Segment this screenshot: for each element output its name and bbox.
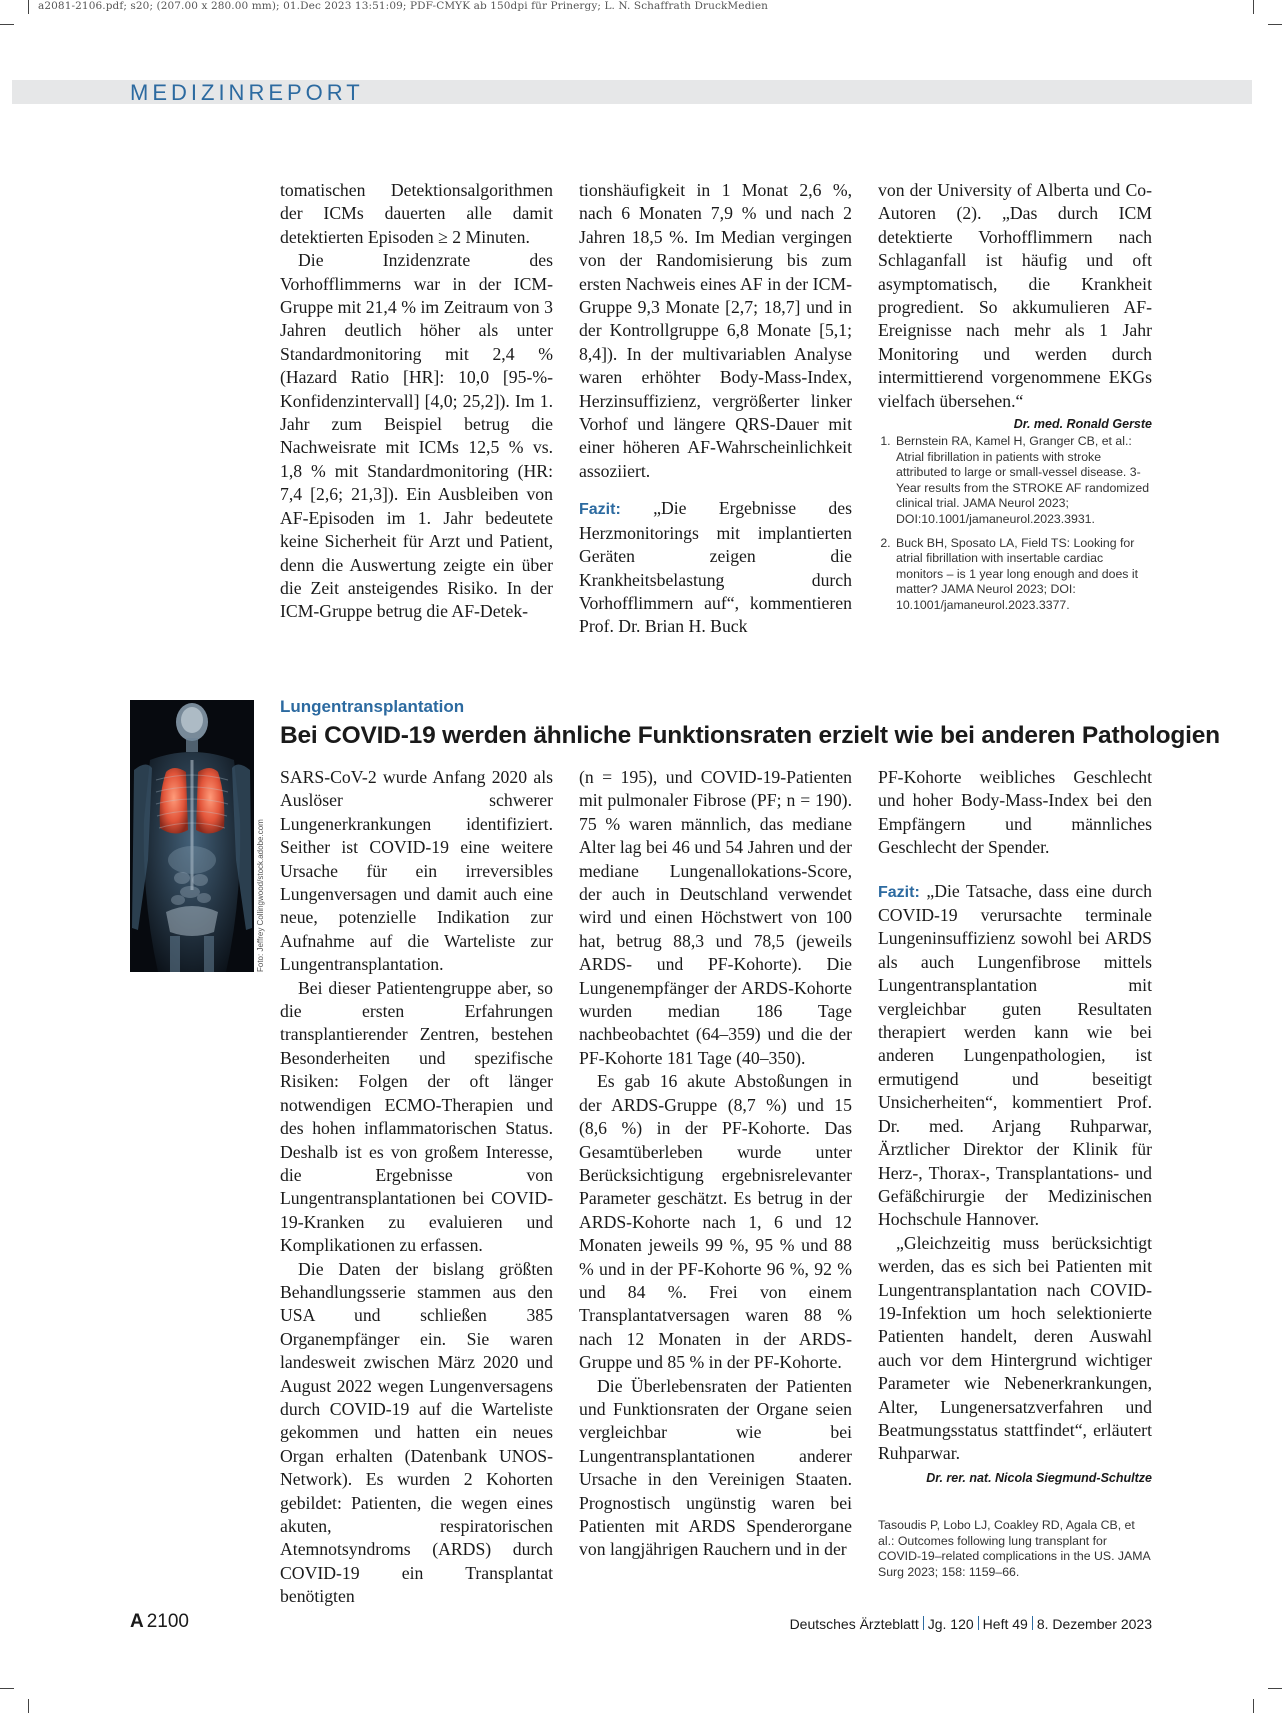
paragraph: Die Inzidenzrate des Vorhofflimmerns war in der ICM-Gruppe mit 21,4 % im Zeitraum von 3 Jahren deutlich höher als unter Standardmonitoring mit 2,4 % (Hazard Ratio [HR]: 10,0 [95-%-Konfidenzintervall] [4,0; 25,2]). Im 1. Jahr zum Beispiel betrug die Nachweisrate mit ICMs 12,5 % vs. 1,8 % mit Standardmonitoring (HR: 7,4 [2,6; 21,3]). Ein Ausbleiben von AF-Episoden im 1. Jahr bedeutete keine Sicherheit für Arzt und Patient, denn die Auswertung zeigte ein über die Zeit ansteigendes Risiko. In der ICM-Gruppe betrug die AF-Detek-: [280, 250, 553, 622]
crop-mark: [28, 1699, 29, 1713]
lung-anatomy-photo: [130, 700, 254, 972]
page-number-value: 2100: [146, 1611, 190, 1632]
article-kicker: Lungentransplantation: [280, 697, 465, 716]
author: Dr. med. Ronald Gerste: [1013, 417, 1152, 432]
journal-date: 8. Dezember 2023: [1036, 1616, 1152, 1632]
journal-volume: Jg. 120: [927, 1616, 974, 1632]
paragraph: Die Überlebensraten der Patienten und Funktionsraten der Organe seien vergleichbar wie bei Lungentransplantationen anderer Ursache in den Vereinigen Staaten. Prognostisch ungünstig waren bei Patienten mit ARDS Spenderorgane von langjährigen Rauchern und in der: [579, 1375, 852, 1560]
paragraph: [878, 179, 1152, 432]
fazit-text: „Die Tatsache, dass eine durch COVID-19 verursachte terminale Lungeninsuffizienz sowohl bei ARDS als auch Lungenfibrose mittels Lungentransplantation mit vergleichbar guten Resultaten therapiert werden kann wie bei anderen Lungenpathologien, ist ermutigend und beseitigt Unsicherheiten“, kommentiert Prof. Dr. med. Arjang Ruhparwar, Ärztlicher Direktor der Klinik für Herz-, Thorax-, Transplantations- und Gefäßchirurgie der Medizinischen Hochschule Hannover.: [878, 880, 1153, 1230]
crop-mark: [1268, 24, 1282, 25]
journal-name: Deutsches Ärzteblatt: [789, 1616, 919, 1632]
page-prefix: A: [130, 1611, 144, 1632]
photo-credit: Foto: Jeffrey Collingwood/stock.adobe.com: [256, 819, 265, 972]
paragraph: PF-Kohorte weibliches Geschlecht und hoher Body-Mass-Index bei den Empfängern und männliches Geschlecht der Spender.: [878, 767, 1152, 858]
paragraph: SARS-CoV-2 wurde Anfang 2020 als Auslöser schwerer Lungenerkrankungen identifiziert. Seither ist COVID-19 eine weitere Ursache für ein irreversibles Lungenversagen und damit auch eine neue, potenzielle Indikation zur Aufnahme auf die Warteliste zur Lungentransplantation.: [280, 767, 553, 975]
journal-footer: [790, 1616, 1152, 1632]
fazit-label: Fazit:: [878, 883, 920, 901]
journal-issue: Heft 49: [982, 1616, 1028, 1632]
crop-mark: [1253, 1699, 1254, 1713]
paragraph: tionshäufigkeit in 1 Monat 2,6 %, nach 6 Monaten 7,9 % und nach 2 Jahren 18,5 %. Im Median vergingen von der Randomisierung bis zum ersten Nachweis eines AF in der ICM-Gruppe 9,3 Monate [2,7; 18,7] und in der Kontrollgruppe 6,8 Monate [5,1; 8,4]). In der multivariablen Analyse waren erhöhter Body-Mass-Index, Herzinsuffizienz, vergrößerter linker Vorhof und längere QRS-Dauer mit einer höheren AF-Wahrscheinlichkeit assoziiert.: [579, 180, 852, 481]
section-label: MEDIZINREPORT: [130, 80, 364, 105]
xray-body-illustration: [130, 700, 254, 972]
reference-item: 2. Buck BH, Sposato LA, Field TS: Looking for atrial fibrillation with insertable cardiac monitors – is 1 year long enough and does it matter? JAMA Neurol 2023; DOI: 10.1001/jamaneurol.2023.3377.: [894, 536, 1152, 614]
references: [878, 434, 1152, 622]
paragraph: Die Daten der bislang größten Behandlungsserie stammen aus den USA und schließen 385 Organempfänger ein. Sie waren landesweit zwischen März 2020 und August 2022 wegen Lungenversagens durch COVID-19 auf die Warteliste gekommen und hatten ein neues Organ erhalten (Datenbank UNOS-Network). Es wurden 2 Kohorten gebildet: Patienten, die wegen eines akuten, respiratorischen Atemnotsyndroms (ARDS) durch COVID-19 ein Transplantat benötigten: [280, 1258, 553, 1607]
paragraph: „Gleichzeitig muss berücksichtigt werden, das es sich bei Patienten mit Lungentransplantation nach COVID-19-Infektion um hoch selektionierte Patienten handelt, deren Auswahl auch vor dem Hintergrund wichtiger Parameter wie Nebenerkrankungen, Alter, Lungenersatzverfahren und Beatmungsstatus stattfindet“, erläutert Ruhparwar.: [878, 1232, 1152, 1464]
second-article-column-3: [878, 766, 1152, 1490]
author: Dr. rer. nat. Nicola Siegmund-Schultze: [926, 1470, 1152, 1485]
second-article-column-2: [579, 766, 852, 1562]
crop-mark: [1253, 0, 1254, 14]
fazit-paragraph: [579, 497, 852, 638]
page-number: [130, 1611, 189, 1633]
crop-mark: [0, 24, 14, 25]
paragraph: tomatischen Detektionsalgorithmen der ICMs dauerten alle damit detektierten Episoden ≥ 2 Minuten.: [280, 180, 553, 247]
fazit-text: „Die Ergebnisse des Herzmonitorings mit implantierten Geräten zeigen die Krankheitsbelastung durch Vorhofflimmern auf“, kommentieren Prof. Dr. Brian H. Buck: [579, 498, 852, 637]
paragraph: (n = 195), und COVID-19-Patienten mit pulmonaler Fibrose (PF; n = 190). 75 % waren männlich, das mediane Alter lag bei 46 und 54 Jahren und der mediane Lungenallokations-Score, der auch in Deutschland verwendet wird und einen Höchstwert von 100 hat, betrug 88,3 und 78,5 (jeweils ARDS- und PF-Kohorte). Die Lungenempfänger der ARDS-Kohorte wurden median 186 Tage nachbeobachtet (64–359) und die der PF-Kohorte 181 Tage (40–350).: [579, 767, 852, 1068]
separator: [923, 1616, 924, 1630]
closing-text: von der University of Alberta und Co-Autoren (2). „Das durch ICM detektierte Vorhofflimmern nach Schlaganfall ist häufig und oft asymptomatisch, die Krankheit progredient. So akkumulieren AF-Ereignisse nach mehr als 1 Jahr Monitoring und werden durch intermittierend vorgenommene EKGs vielfach übersehen.“: [878, 180, 1152, 411]
top-article-column-1: [280, 179, 553, 624]
crop-mark: [1268, 1688, 1282, 1689]
crop-mark: [28, 0, 29, 14]
separator: [1032, 1616, 1033, 1630]
top-article-column-2: [579, 179, 852, 639]
paragraph: Bei dieser Patientengruppe aber, so die ersten Erfahrungen transplantierender Zentren, bestehen Besonderheiten und spezifische Risiken: Folgen der oft länger notwendigen ECMO-Therapien und des hohen inflammatorischen Status. Deshalb ist es von großem Interesse, die Ergebnisse von Lungentransplantationen bei COVID-19-Kranken zu evaluieren und Komplikationen zu erfassen.: [280, 977, 553, 1256]
print-info: a2081-2106.pdf; s20; (207.00 x 280.00 mm); 01.Dec 2023 13:51:09; PDF-CMYK ab 150dpi für Prinergy; L. N. Schaffrath DruckMedien: [38, 0, 769, 12]
fazit-paragraph: [878, 880, 1152, 1232]
top-article-column-3: [878, 179, 1152, 436]
second-article-column-1: [280, 766, 553, 1609]
fazit-label: Fazit:: [579, 501, 621, 519]
paragraph: Es gab 16 akute Abstoßungen in der ARDS-Gruppe (8,7 %) und 15 (8,6 %) in der PF-Kohorte. Das Gesamtüberleben wurde unter Berücksichtigung ergebnisrelevanter Parameter geschätzt. Es betrug in der ARDS-Kohorte nach 1, 6 und 12 Monaten jeweils 99 %, 95 % und 88 % und in der PF-Kohorte 96 %, 92 % und 84 %. Frei von einem Transplantatversagen waren 88 % nach 12 Monaten in der ARDS-Gruppe und 85 % in der PF-Kohorte.: [579, 1071, 852, 1373]
article-headline: Bei COVID-19 werden ähnliche Funktionsraten erzielt wie bei anderen Pathologien: [280, 722, 1220, 749]
separator: [978, 1616, 979, 1630]
reference-item: 1. Bernstein RA, Kamel H, Granger CB, et al.: Atrial fibrillation in patients with stroke attributed to large or small-vessel disease. 3-Year results from the STROKE AF randomized clinical trial. JAMA Neurol 2023; DOI:10.1001/jamaneurol.2023.3931.: [894, 434, 1152, 528]
reference: Tasoudis P, Lobo LJ, Coakley RD, Agala CB, et al.: Outcomes following lung transplant for COVID-19–related complications in the US. JAMA Surg 2023; 158: 1159–66.: [878, 1518, 1151, 1579]
crop-mark: [0, 1688, 14, 1689]
